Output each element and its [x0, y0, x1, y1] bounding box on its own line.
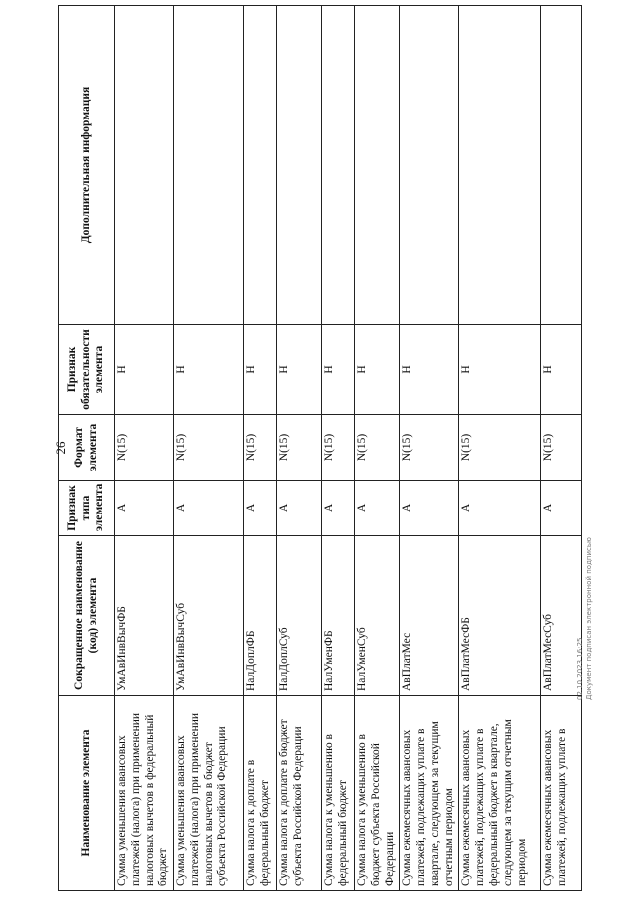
table-row — [173, 6, 243, 891]
header-cell: Дополнительная информация — [59, 6, 115, 325]
element-required-cell: Н — [541, 325, 582, 415]
rotated-table-container — [58, 6, 582, 891]
element-info-cell — [321, 6, 354, 325]
table-row — [400, 6, 459, 891]
header-cell: Признак типа элемента — [59, 481, 115, 536]
header-cell: Наименование элемента — [59, 696, 115, 891]
element-type-cell: А — [243, 481, 276, 536]
header-cell: Формат элемента — [59, 415, 115, 481]
element-code-cell: НалДоплФБ — [243, 536, 276, 696]
page-number: 26 — [53, 441, 68, 455]
element-required-cell: Н — [459, 325, 541, 415]
element-info-cell — [173, 6, 243, 325]
element-info-cell — [400, 6, 459, 325]
element-required-cell: Н — [115, 325, 174, 415]
element-type-cell: А — [400, 481, 459, 536]
table-row — [355, 6, 400, 891]
element-name-cell: Сумма ежемесячных авансовых платежей, подлежащих уплате в — [541, 696, 582, 891]
element-info-cell — [277, 6, 322, 325]
element-info-cell — [115, 6, 174, 325]
table-row — [243, 6, 276, 891]
table-row — [459, 6, 541, 891]
element-format-cell: N(15) — [321, 415, 354, 481]
element-required-cell: Н — [243, 325, 276, 415]
elements-table — [58, 5, 582, 891]
element-name-cell: Сумма налога к уменьшению в бюджет субъекта Российской Федерации — [355, 696, 400, 891]
element-required-cell: Н — [173, 325, 243, 415]
table-row — [277, 6, 322, 891]
element-name-cell: Сумма налога к доплате в федеральный бюджет — [243, 696, 276, 891]
element-required-cell: Н — [321, 325, 354, 415]
element-code-cell: УмАвИнвВычФБ — [115, 536, 174, 696]
element-name-cell: Сумма уменьшения авансовых платежей (налога) при применении налоговых вычетов в федеральный бюджет — [115, 696, 174, 891]
margin-note-line: 02.10.2023 16:25 — [576, 637, 584, 700]
element-required-cell: Н — [355, 325, 400, 415]
element-name-cell: Сумма уменьшения авансовых платежей (налога) при применении налоговых вычетов в бюджет субъекта Российской Федерации — [173, 696, 243, 891]
table-row — [541, 6, 582, 891]
element-format-cell: N(15) — [355, 415, 400, 481]
element-code-cell: УмАвИнвВычСуб — [173, 536, 243, 696]
element-type-cell: А — [321, 481, 354, 536]
element-code-cell: АвПлатМесСуб — [541, 536, 582, 696]
element-type-cell: А — [115, 481, 174, 536]
element-code-cell: НалУменСуб — [355, 536, 400, 696]
element-format-cell: N(15) — [459, 415, 541, 481]
element-type-cell: А — [277, 481, 322, 536]
margin-note — [576, 500, 594, 700]
element-type-cell: А — [459, 481, 541, 536]
element-info-cell — [355, 6, 400, 325]
element-info-cell — [243, 6, 276, 325]
element-required-cell: Н — [277, 325, 322, 415]
element-info-cell — [541, 6, 582, 325]
table-row — [115, 6, 174, 891]
header-cell: Признак обязательности элемента — [59, 325, 115, 415]
element-format-cell: N(15) — [115, 415, 174, 481]
element-required-cell: Н — [400, 325, 459, 415]
table-row — [321, 6, 354, 891]
element-code-cell: АвПлатМес — [400, 536, 459, 696]
element-name-cell: Сумма ежемесячных авансовых платежей, подлежащих уплате в квартале, следующем за текущим отчетным периодом — [400, 696, 459, 891]
element-name-cell: Сумма налога к уменьшению в федеральный бюджет — [321, 696, 354, 891]
element-type-cell: А — [173, 481, 243, 536]
element-format-cell: N(15) — [400, 415, 459, 481]
element-format-cell: N(15) — [277, 415, 322, 481]
element-name-cell: Сумма налога к доплате в бюджет субъекта Российской Федерации — [277, 696, 322, 891]
element-format-cell: N(15) — [173, 415, 243, 481]
element-code-cell: АвПлатМесФБ — [459, 536, 541, 696]
element-info-cell — [459, 6, 541, 325]
header-row — [59, 6, 115, 891]
element-name-cell: Сумма ежемесячных авансовых платежей, подлежащих уплате в федеральный бюджет в квартале, следующем за текущим отчетным периодом — [459, 696, 541, 891]
element-code-cell: НалДоплСуб — [277, 536, 322, 696]
element-code-cell: НалУменФБ — [321, 536, 354, 696]
element-type-cell: А — [355, 481, 400, 536]
element-format-cell: N(15) — [541, 415, 582, 481]
margin-note-line: Документ подписан электронной подписью — [585, 537, 594, 700]
element-format-cell: N(15) — [243, 415, 276, 481]
element-type-cell: А — [541, 481, 582, 536]
header-cell: Сокращенное наименование (код) элемента — [59, 536, 115, 696]
